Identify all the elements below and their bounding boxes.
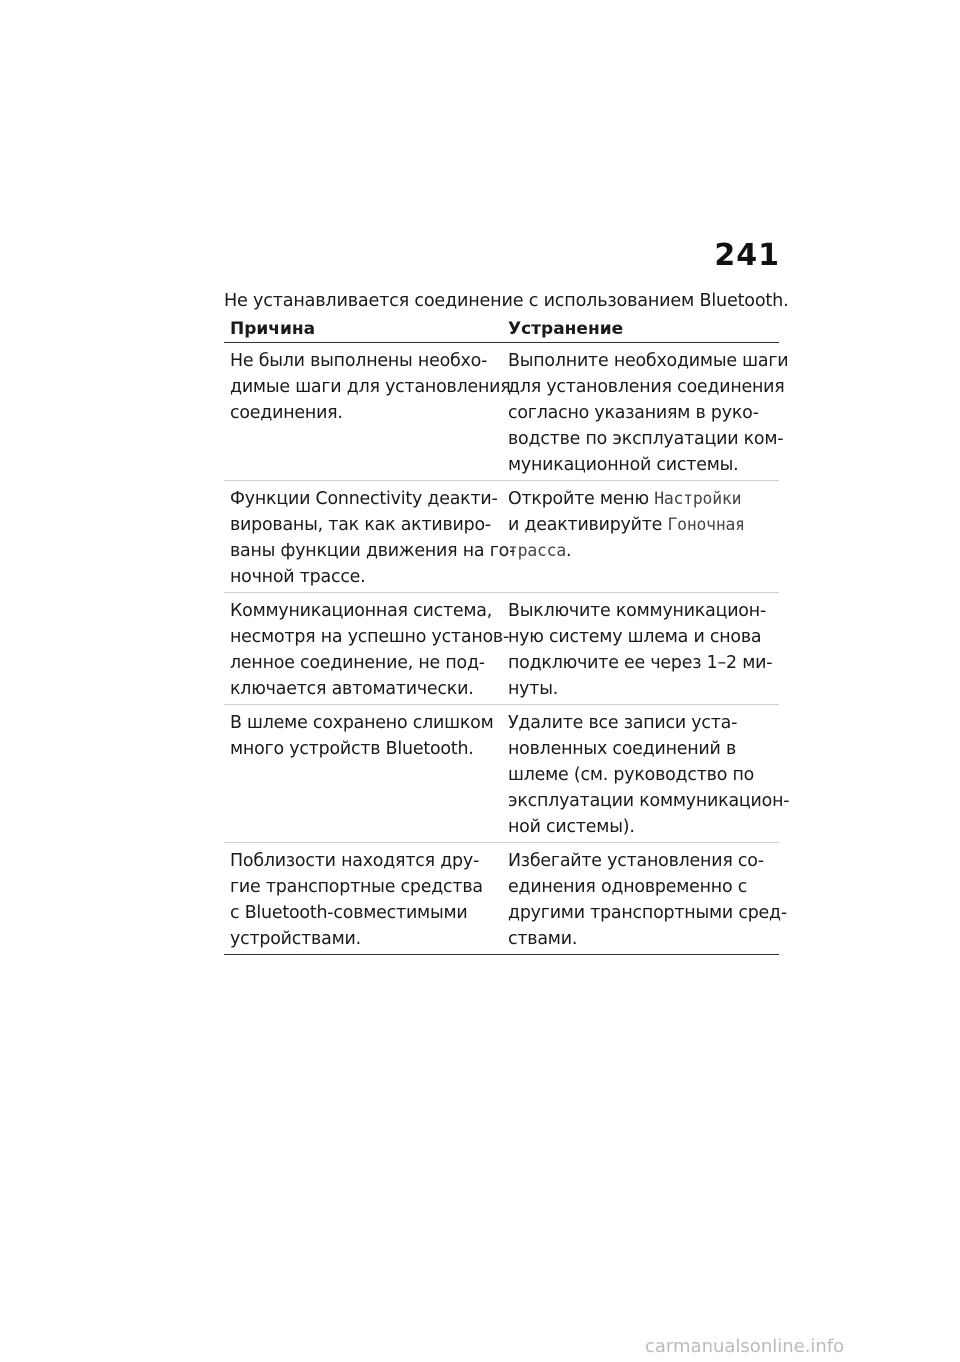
fix-line: другими транспортными сред- [508, 903, 787, 923]
cause-cell [224, 593, 510, 704]
cause-line: гие транспортные средства [230, 877, 483, 897]
fix-line: эксплуатации коммуникацион- [508, 791, 790, 811]
cause-line: много устройств Bluetooth. [230, 739, 474, 759]
cause-cell [224, 843, 500, 954]
cause-line: Не были выполнены необхо- [230, 351, 488, 371]
problem-title: Не устанавливается соединение с использованием Bluetooth. [224, 291, 789, 311]
option-name-race-track: трасса [508, 541, 567, 560]
option-name-race-track: Гоночная [667, 515, 745, 534]
cause-cell [224, 705, 500, 842]
fix-line: подключите ее через 1–2 ми- [508, 653, 773, 673]
fix-line: согласно указаниям в руко- [508, 403, 759, 423]
cause-cell [224, 343, 511, 480]
fix-line: ную систему шлема и снова [508, 627, 762, 647]
table-row [224, 705, 790, 843]
cause-line: несмотря на успешно установ- [230, 627, 510, 647]
fix-line: Выключите коммуникацион- [508, 601, 766, 621]
fix-line: ной системы). [508, 817, 635, 837]
table-header [224, 316, 779, 343]
cause-line: соединения. [230, 403, 343, 423]
menu-name-settings: Настройки [654, 489, 742, 508]
cause-line: Коммуникационная система, [230, 601, 493, 621]
fix-line [508, 512, 779, 538]
header-fix: Устранение [508, 319, 624, 339]
fix-line [508, 486, 779, 512]
fix-text: и деактивируйте [508, 515, 668, 535]
troubleshooting-table [224, 316, 790, 955]
fix-text: Откройте меню [508, 489, 655, 509]
fix-line: Выполните необходимые шаги [508, 351, 789, 371]
fix-cell [500, 843, 787, 954]
fix-cell [500, 593, 779, 704]
fix-text: . [566, 541, 572, 561]
fix-line: новленных соединений в [508, 739, 737, 759]
fix-line: единения одновременно с [508, 877, 748, 897]
fix-line: муникационной системы. [508, 455, 739, 475]
fix-line: ствами. [508, 929, 578, 949]
fix-cell [500, 481, 779, 592]
header-cause: Причина [230, 319, 316, 339]
fix-line: Удалите все записи уста- [508, 713, 738, 733]
fix-line: шлеме (см. руководство по [508, 765, 755, 785]
cause-line: димые шаги для установления [230, 377, 511, 397]
fix-cell [500, 705, 790, 842]
cause-line: Функции Connectivity деакти- [230, 489, 498, 509]
cause-cell [224, 481, 516, 592]
table-row [224, 593, 779, 705]
cause-line: ночной трассе. [230, 567, 366, 587]
table-row [224, 343, 789, 481]
fix-line: Избегайте установления со- [508, 851, 764, 871]
page-number: 241 [714, 238, 780, 273]
fix-line: нуты. [508, 679, 559, 699]
fix-line [508, 538, 779, 564]
table-row [224, 481, 779, 593]
cause-line: ключается автоматически. [230, 679, 474, 699]
fix-cell [500, 343, 789, 480]
fix-line: водстве по эксплуатации ком- [508, 429, 784, 449]
cause-line: вированы, так как активиро- [230, 515, 492, 535]
fix-line: для установления соединения [508, 377, 785, 397]
cause-line: ваны функции движения на го- [230, 541, 516, 561]
cause-line: Поблизости находятся дру- [230, 851, 480, 871]
cause-line: с Bluetooth-совместимыми [230, 903, 468, 923]
watermark: carmanualsonline.info [645, 1336, 845, 1357]
cause-line: В шлеме сохранено слишком [230, 713, 494, 733]
table-row [224, 843, 787, 955]
cause-line: устройствами. [230, 929, 361, 949]
cause-line: ленное соединение, не под- [230, 653, 485, 673]
